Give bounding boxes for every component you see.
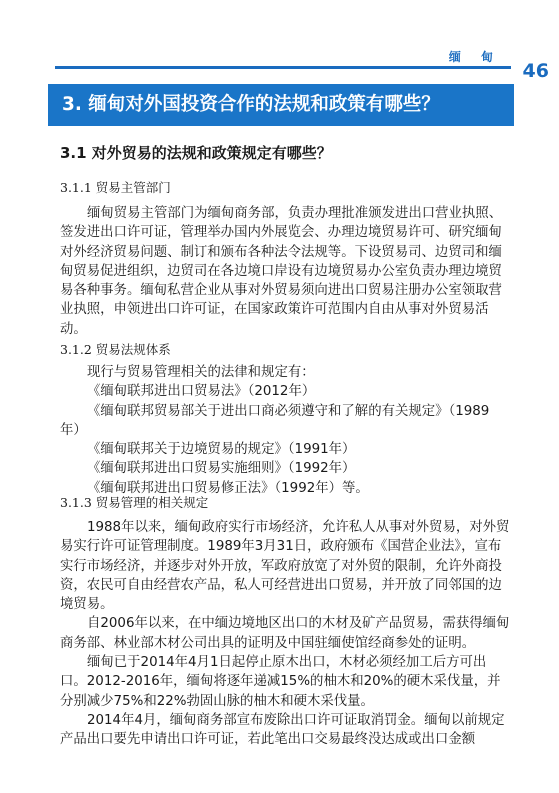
paragraph: 2014年4月，缅甸商务部宣布废除出口许可证取消罚金。缅甸以前规定产品出口要先申请出口许可证，若此笔出口交易最终没达成或出口金额 xyxy=(60,712,505,748)
paragraph-trade-authority: 缅甸贸易主管部门为缅甸商务部，负责办理批准颁发进出口营业执照、签发进出口许可证，管理举办国内外展览会、办理边境贸易许可、研究缅甸对外经济贸易问题、制订和颁布各种法令法规等。下设贸易司、边贸司和缅甸贸易促进组织，边贸司在各边境口岸设有边境贸易办公室负责办理边境贸易各种事务。缅甸私营企业从事对外贸易须向进出口贸易注册办公室领取营业执照，申领进出口许可证，在国家政策许可范围内自由从事对外贸易活动。 xyxy=(60,206,503,337)
law-item: 《缅甸联邦进出口贸易实施细则》（1992年） xyxy=(87,461,356,477)
law-item: 《缅甸联邦贸易部关于进出口商必须遵守和了解的有关规定》（1989 xyxy=(87,403,490,419)
paragraph: 自2006年以来，在中缅边境地区出口的木材及矿产品贸易，需获得缅甸商务部、林业部木材公司出具的证明及中国驻缅使馆经商参处的证明。 xyxy=(60,616,510,651)
subsection-heading-trade-rules: 3.1.3 贸易管理的相关规定 xyxy=(60,495,209,510)
trade-rules-paragraphs xyxy=(60,518,510,750)
law-list xyxy=(60,363,510,498)
law-item: 《缅甸联邦关于边境贸易的规定》（1991年） xyxy=(87,442,356,458)
law-item-continuation: 年） xyxy=(60,422,87,438)
paragraph: 缅甸已于2014年4月1日起停止原木出口，木材必须经加工后方可出口。2012-2016年，缅甸将逐年递减15%的柚木和20%的硬木采伐量，并分别减少75%和22%勃固山脉的柚木和硬木采伐量。 xyxy=(60,655,501,709)
subsection-heading-trade-law-system: 3.1.2 贸易法规体系 xyxy=(60,342,171,357)
subsection-heading-trade-authority: 3.1.1 贸易主管部门 xyxy=(60,180,171,195)
header-country-label: 缅 甸 xyxy=(448,50,501,64)
page-number: 46 xyxy=(522,60,549,82)
section-heading: 3.1 对外贸易的法规和政策规定有哪些？ xyxy=(60,144,332,162)
header-rule xyxy=(55,66,511,69)
law-item: 《缅甸联邦进出口贸易修正法》（1992年）等。 xyxy=(87,480,369,496)
law-item: 《缅甸联邦进出口贸易法》（2012年） xyxy=(87,384,316,400)
chapter-banner: 3. 缅甸对外国投资合作的法规和政策有哪些？ xyxy=(48,84,514,126)
law-list-intro: 现行与贸易管理相关的法律和规定有： xyxy=(87,365,315,380)
paragraph: 1988年以来，缅甸政府实行市场经济，允许私人从事对外贸易，对外贸易实行许可证管理制度。1989年3月31日，政府颁布《国营企业法》，宣布实行市场经济，并逐步对外开放，军政府放宽了对外贸的限制，允许外商投资，农民可自由经营农产品，私人可经营进出口贸易，并开放了同邻国的边境贸易。 xyxy=(60,520,510,613)
